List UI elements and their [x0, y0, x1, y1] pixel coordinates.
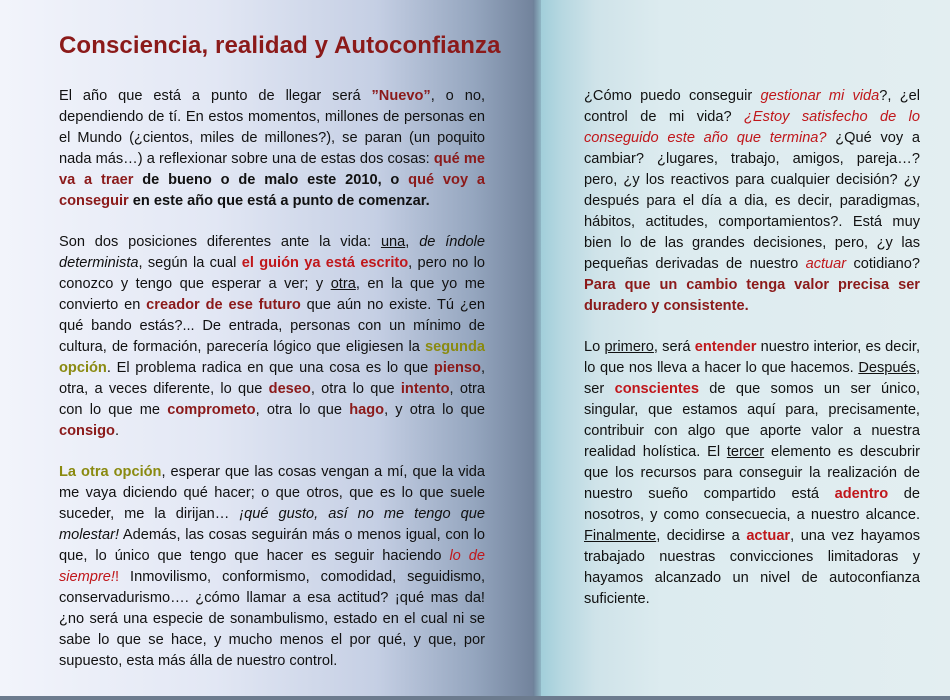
text-run: nuestro interior, es decir, lo que nos lleva a hacer lo que hacemos. — [584, 339, 920, 376]
text-run: . El problema radica en que una cosa es lo que — [106, 360, 434, 376]
right-column — [584, 86, 920, 630]
highlight-text: pienso — [433, 360, 481, 376]
italic-highlight: ¿Estoy satisfecho de lo conseguido este año que termina? — [584, 109, 920, 146]
text-run: Inmovilismo, conformismo, comodidad, seguidismo, conservadurismo…. ¿cómo llamar a esa actitud? ¡qué mas da! ¿no será una especie de sonambulismo, estado en el cual ni se sabe lo que se hace, y mucho menos el por qué, y que, por supuesto, esta más álla de nuestro control. — [59, 569, 485, 669]
text-run: ?, ¿el control de mi vida? — [584, 88, 920, 125]
left-column — [59, 86, 485, 692]
text-run: ¿Cómo puedo conseguir — [584, 88, 761, 104]
highlight-text: hago — [349, 402, 385, 418]
bold-text: de bueno o de malo este 2010, o — [133, 172, 409, 188]
text-run: , otra lo que — [310, 381, 401, 397]
highlight-text: qué me va a traer — [59, 151, 486, 188]
bold-text: en este año que está a punto de comenzar. — [128, 193, 430, 209]
italic-highlight: actuar — [805, 256, 847, 272]
highlight-text: comprometo — [167, 402, 256, 418]
highlight-text: conscientes — [614, 381, 699, 397]
text-run: , será — [653, 339, 695, 355]
highlight-text: actuar — [746, 528, 791, 544]
italic-highlight: gestionar mi vida — [760, 88, 880, 104]
text-run: , decidirse a — [656, 528, 747, 544]
text-run: , otra, a veces diferente, lo que — [59, 360, 485, 397]
italic-highlight: lo de siempre! — [59, 548, 485, 585]
text-run: , ser — [584, 360, 920, 397]
text-run: de nosotros, y como consecuecia, a nuestro alcance. — [584, 486, 920, 523]
highlight-text: adentro — [834, 486, 889, 502]
text-run: cotidiano? — [846, 256, 920, 272]
highlight-text: Para que un cambio tenga valor precisa ser duradero y consistente. — [584, 277, 920, 314]
highlight-text: el guión ya está escrito — [241, 255, 409, 271]
underlined-text: tercer — [726, 444, 765, 460]
highlight-nuevo: ”Nuevo” — [371, 88, 431, 104]
left-paragraph-3 — [59, 462, 485, 672]
page-title: Consciencia, realidad y Autoconfianza — [59, 32, 501, 59]
text-run: , otra con lo que me — [59, 381, 485, 418]
text-run: Son dos posiciones diferentes ante la vida: — [59, 234, 381, 250]
text-run: , — [405, 234, 420, 250]
text-run: Lo — [584, 339, 605, 355]
italic-text: ¡qué gusto, así no me tengo que molestar! — [59, 506, 485, 543]
text-run: , en la que yo me convierto en — [59, 276, 485, 313]
left-paragraph-2 — [59, 232, 485, 442]
text-run: elemento es descubrir que los recursos para conseguir la realización de nuestro sueño compartido está — [584, 444, 920, 502]
highlight-text: creador de ese futuro — [146, 297, 301, 313]
text-run: , esperar que las cosas vengan a mí, que la vida me vaya diciendo qué hacer; o que otros, que es lo que suele suceder, me la dirijan… — [59, 464, 486, 522]
text-run: , otra lo que — [255, 402, 350, 418]
olive-highlight: La otra opción — [59, 464, 162, 480]
text-run: . — [114, 423, 120, 439]
italic-text: de índole determinista — [59, 234, 486, 271]
text-run: , una vez hayamos trabajado nuestras convicciones limitadoras y hayamos alcanzado un nivel de autoconfianza suficiente. — [584, 528, 920, 607]
highlight-text: entender — [694, 339, 757, 355]
highlight-text: qué voy a conseguir — [59, 172, 485, 209]
underlined-text: primero — [604, 339, 654, 355]
highlight-text: intento — [400, 381, 450, 397]
highlight-text: consigo — [59, 423, 115, 439]
text-run: ¿Qué voy a cambiar? ¿lugares, trabajo, amigos, pareja…? pero, ¿y los reactivos para cualquier decisión? ¿y después para el día a dia, es decir, paradigmas, hábitos, actitudes, comportamientos?. Está muy bien lo de las grandes decisiones, pero, ¿y las pequeñas derivadas de nuestro — [584, 130, 920, 272]
text-run: , pero no lo conozco y tengo que esperar a ver; y — [59, 255, 485, 292]
text-run: El año que está a punto de llegar será — [59, 88, 372, 104]
text-run: ! — [114, 569, 120, 585]
highlight-text: deseo — [268, 381, 311, 397]
olive-highlight: segunda opción — [59, 339, 485, 376]
text-run: , y otra lo que — [384, 402, 485, 418]
left-paragraph-1 — [59, 86, 485, 212]
underlined-text: otra — [330, 276, 356, 292]
text-run: , o no, dependiendo de tí. En estos momentos, millones de personas en el Mundo (¿cientos, miles de millones?), se paran (un poquito nada más…) a reflexionar sobre una de estas dos cosas: — [59, 88, 486, 167]
page-spine — [533, 0, 541, 700]
right-paragraph-2 — [584, 337, 920, 610]
underlined-text: Finalmente — [584, 528, 657, 544]
underlined-text: una — [380, 234, 406, 250]
text-run: que aún no existe. Tú ¿en qué bando estás?... De entrada, personas con un mínimo de cultura, de formación, parecería lógico que eligiesen la — [59, 297, 485, 355]
bottom-edge — [0, 696, 950, 700]
text-run: , según la cual — [138, 255, 242, 271]
text-run: de que somos un ser único, singular, que estamos aquí para, precisamente, contribuir con algo que aporte valor a nuestra realidad holística. El — [584, 381, 920, 460]
right-paragraph-1 — [584, 86, 920, 317]
text-run: Además, las cosas seguirán más o menos igual, con lo que, lo único que tengo que hacer es seguir haciendo — [59, 527, 485, 564]
underlined-text: Después — [858, 360, 916, 376]
